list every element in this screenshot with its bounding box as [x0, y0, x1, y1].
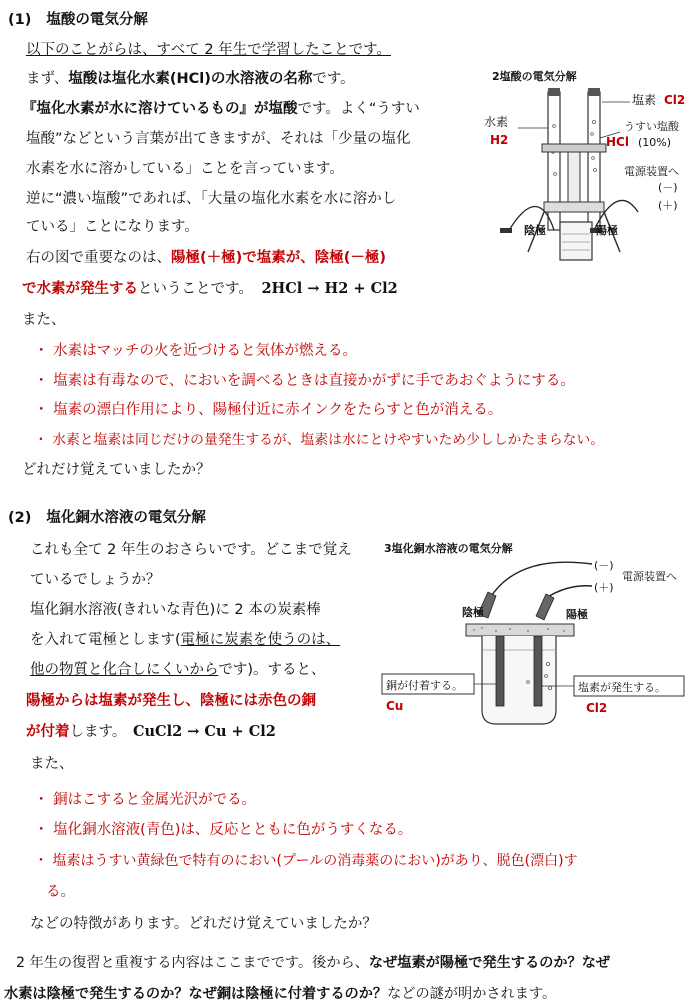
figure2-title: 3塩化銅水溶液の電気分解 [384, 542, 513, 555]
section2-closing: などの特徴があります。どれだけ覚えていましたか？ [30, 916, 377, 932]
section2-p8: また、 [30, 756, 74, 772]
section2-p2: ているでしょうか？ [30, 572, 161, 588]
figure1-hydrogen-label: 水素 [484, 115, 509, 129]
section2-p7: が付着します。 CuCl2 → Cu + Cl2 [26, 723, 276, 740]
figure2-copper-note: 銅が付着する。 [386, 679, 463, 692]
figure1-hcl: HCl [606, 135, 629, 149]
figure1-beaker [560, 222, 592, 260]
figure2-chlorine-note: 塩素が発生する。 [578, 681, 666, 694]
figure2-plus: (＋) [594, 581, 614, 594]
figure2-power-label: 電源装置へ [622, 570, 677, 583]
figure2-beaker [482, 636, 556, 724]
section2-p5: 他の物質と化合しにくいからです)。すると、 [30, 662, 326, 678]
figure-cucl2-electrolysis [378, 534, 688, 734]
section2-p3: 塩化銅水溶液(きれいな青色)に 2 本の炭素棒 [30, 602, 321, 618]
section1-p4: 塩酸”などという言葉が出てきますが、それは「少量の塩化 [26, 131, 411, 147]
section1-bullet-3: ・ 塩素の漂白作用により、陽極付近に赤インクをたらすと色が消える。 [34, 402, 503, 418]
section2-p1: これも全て 2 年生のおさらいです。どこまで覚え [30, 542, 352, 558]
equation-hcl: 2HCl → H2 + Cl2 [261, 280, 398, 297]
figure2-lid [466, 624, 574, 636]
section1-title: 塩酸の電気分解 [46, 12, 148, 28]
figure1-minus: (－) [658, 181, 678, 194]
figure2-clip-right [536, 594, 554, 620]
figure2-cl2: Cl2 [586, 701, 608, 715]
figure1-dilute-label: うすい塩酸 [624, 120, 679, 133]
section1-bullet-2: ・ 塩素は有毒なので、においを調べるときは直接かがずに手であおぐようにする。 [34, 373, 575, 389]
section1-number: (1) [8, 12, 32, 28]
section1-p5: 水素を水に溶かしている」ことを言っています。 [26, 161, 344, 177]
figure2-electrode-cathode [496, 636, 504, 706]
section1-p8: 右の図で重要なのは、陽極(＋極)で塩素が、陰極(－極) [26, 250, 387, 266]
figure2-cathode: 陰極 [462, 606, 484, 619]
section1-closing: どれだけ覚えていましたか？ [22, 462, 211, 478]
section2-bullet-3-cont: る。 [46, 884, 75, 900]
section1-p6: 逆に“濃い塩酸”であれば、「大量の塩化水素を水に溶かし [26, 191, 397, 207]
figure1-anode: 陽極 [596, 224, 618, 237]
figure1-cathode: 陰極 [524, 224, 546, 237]
figure1-title: 2塩酸の電気分解 [492, 70, 577, 83]
figure2-anode: 陽極 [566, 608, 588, 621]
footer-line-2: 水素は陰極で発生するのか？なぜ銅は陰極に付着するのか？などの謎が明かされます。 [4, 986, 557, 1002]
figure2-minus: (－) [594, 559, 614, 572]
equation-cucl2: CuCl2 → Cu + Cl2 [132, 723, 276, 740]
figure2-electrode-anode [534, 636, 542, 706]
section1-bullet-4: ・ 水素と塩素は同じだけの量発生するが、塩素は水にとけやすいため少ししかたまらない。 [34, 432, 605, 448]
section1-bullet-1: ・ 水素はマッチの火を近づけると気体が燃える。 [34, 343, 358, 359]
figure1-pct: (10%) [638, 136, 672, 149]
section2-bullet-3: ・ 塩素はうすい黄緑色で特有のにおい(プールの消毒薬のにおい)があり、脱色(漂白)す [34, 853, 578, 869]
section1-p10: また、 [22, 312, 66, 328]
section1-p9: で水素が発生するということです。 2HCl → H2 + Cl2 [22, 280, 398, 297]
section2-bullet-1: ・ 銅はこすると金属光沢がでる。 [34, 792, 257, 808]
figure1-chlorine-label: 塩素 [632, 93, 657, 107]
section2-p4: を入れて電極とします(電極に炭素を使うのは、 [30, 632, 341, 648]
figure1-h2: H2 [490, 133, 509, 147]
section1-p1: 以下のことがらは、すべて 2 年生で学習したことです。 [26, 42, 391, 58]
figure1-cl2: Cl2 [664, 93, 686, 107]
figure2-cu: Cu [386, 699, 404, 713]
section2-heading [8, 506, 206, 527]
figure2-wire-plus [546, 586, 592, 598]
section1-heading [8, 8, 148, 29]
figure1-power-label: 電源装置へ [624, 165, 679, 178]
section1-p7: ている」ことになります。 [26, 219, 199, 235]
section2-number: (2) [8, 510, 32, 526]
section2-title: 塩化銅水溶液の電気分解 [46, 510, 206, 526]
section1-p3: 『塩化水素が水に溶けているもの』が塩酸です。よく“うすい [22, 101, 420, 117]
footer-line-1: 2 年生の復習と重複する内容はここまでです。後から、なぜ塩素が陽極で発生するのか？なぜ [16, 955, 611, 971]
figure2-wire-minus [490, 562, 592, 598]
figure-hcl-electrolysis [478, 62, 692, 272]
figure1-plus: (＋) [658, 199, 678, 212]
section1-p2: まず、塩酸は塩化水素(HCl)の水溶液の名称です。 [26, 71, 355, 87]
section2-bullet-2: ・ 塩化銅水溶液(青色)は、反応とともに色がうすくなる。 [34, 822, 413, 838]
section2-p6: 陽極からは塩素が発生し、陰極には赤色の銅 [26, 693, 316, 709]
